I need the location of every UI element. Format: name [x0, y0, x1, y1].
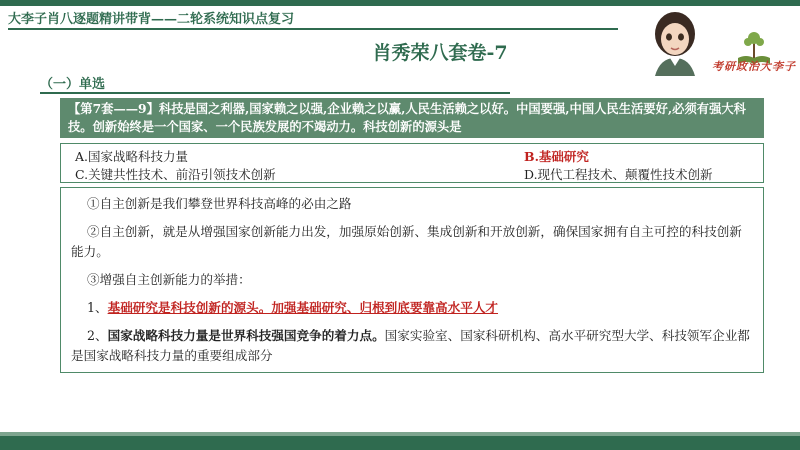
section-label: （一）单选	[40, 77, 106, 92]
option-a: A.国家战略科技力量	[75, 149, 189, 164]
analysis-item-2-rest: 国家实验室、国家科研机构、高水平研究型大学、科技领军企业都是国家战略科技力量的重要组成部分	[71, 328, 750, 363]
series-title: 大李子肖八逐题精讲带背——二轮系统知识点复习	[8, 12, 295, 27]
analysis-item-1-prefix: 1、	[87, 300, 108, 315]
analysis-item-1	[71, 298, 753, 318]
bottom-bar	[0, 436, 800, 450]
analysis-point-1: ①自主创新是我们攀登世界科技高峰的必由之路	[87, 196, 352, 211]
question-text: 【第7套——9】科技是国之利器,国家赖之以强,企业赖之以赢,人民生活赖之以好。中国要强,中国人民生活要好,必须有强大科技。创新始终是一个国家、一个民族发展的不竭动力。科技创新的源头是	[68, 101, 746, 134]
analysis-point-2: ②自主创新，就是从增强国家创新能力出发，加强原始创新、集成创新和开放创新，确保国家拥有自主可控的科技创新能力。	[71, 224, 742, 259]
analysis-item-2	[71, 326, 753, 366]
analysis-box	[60, 187, 764, 373]
option-b-correct: B.基础研究	[524, 149, 589, 164]
avatar-icon	[640, 6, 710, 76]
analysis-point-3: ③增强自主创新能力的举措：	[87, 272, 251, 287]
option-d: D.现代工程技术、颠覆性技术创新	[524, 167, 713, 182]
analysis-item-1-highlight: 基础研究是科技创新的源头。加强基础研究、归根到底要靠高水平人才	[107, 300, 499, 315]
question-box	[60, 98, 764, 138]
page-title: 肖秀荣八套卷-7	[372, 42, 508, 64]
brand-text: 考研政治大李子	[712, 60, 796, 73]
header-divider	[8, 28, 618, 30]
analysis-item-2-prefix: 2、	[87, 328, 108, 343]
options-box	[60, 143, 764, 183]
option-c: C.关键共性技术、前沿引领技术创新	[75, 167, 276, 182]
analysis-item-2-bold: 国家战略科技力量是世界科技强国竞争的着力点。	[107, 328, 385, 343]
section-divider	[40, 92, 510, 94]
